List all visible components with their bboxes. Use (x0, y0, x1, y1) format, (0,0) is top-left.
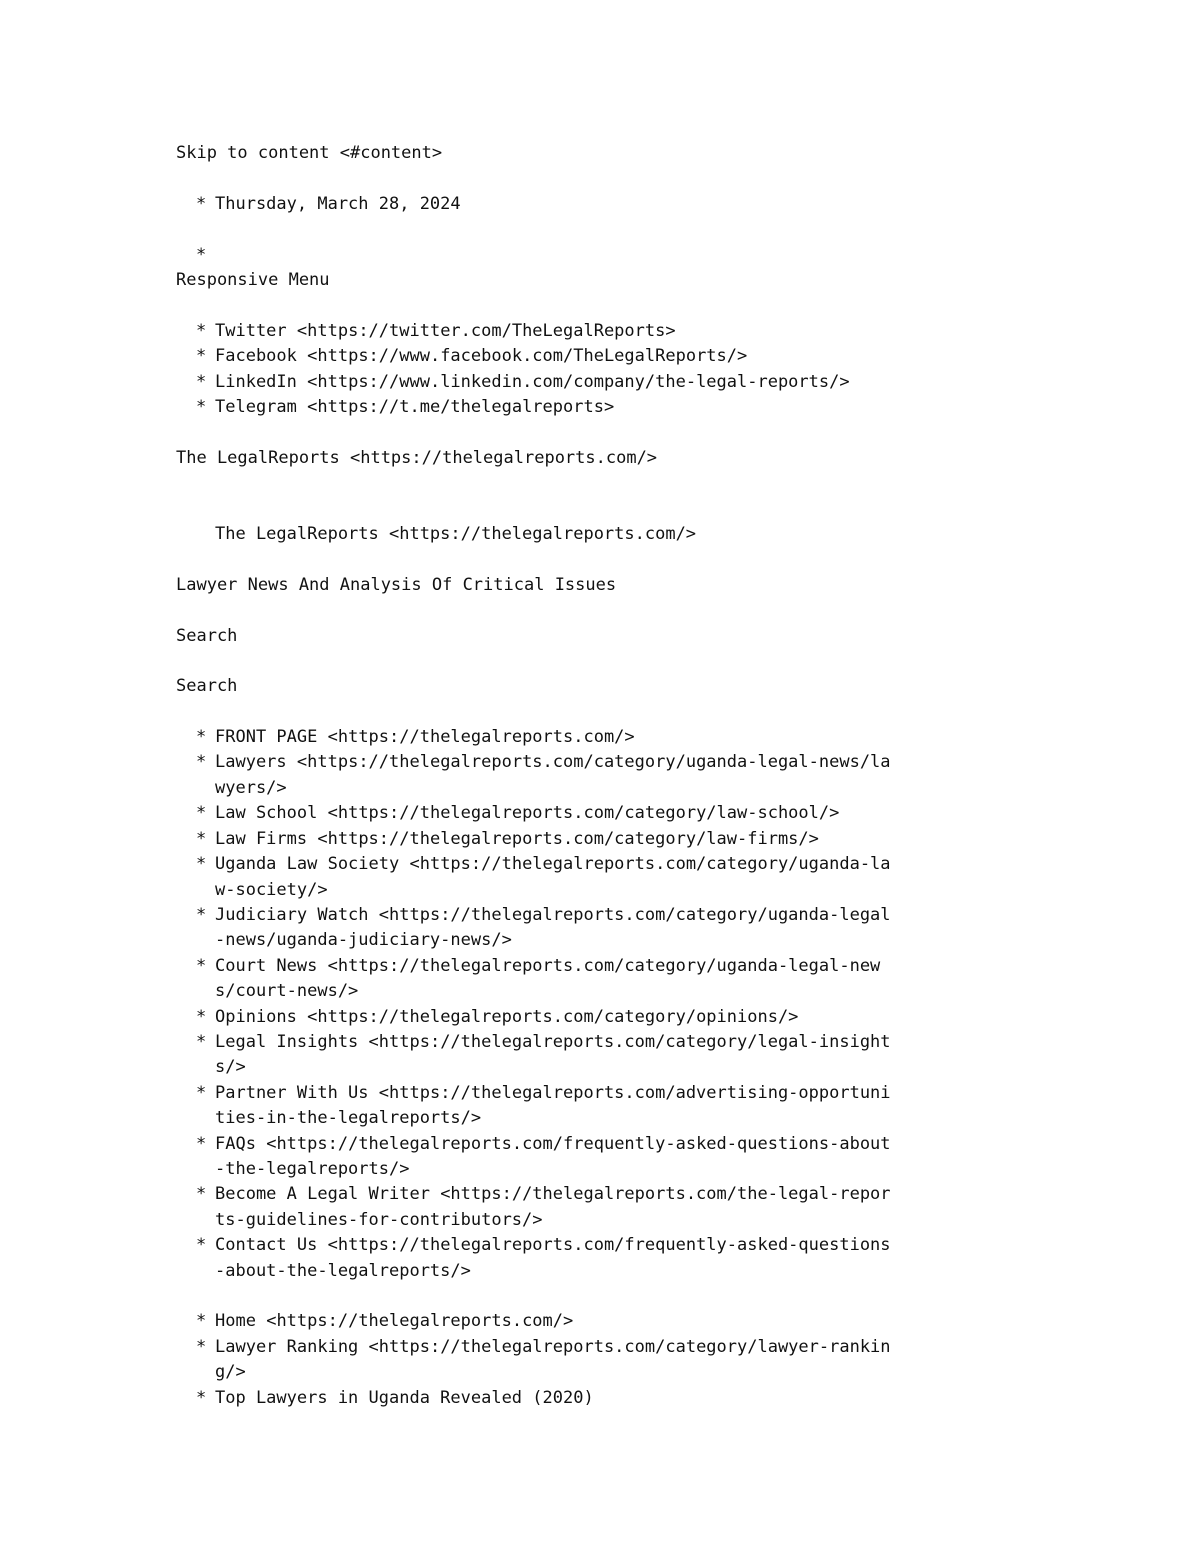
responsive-menu-toggle[interactable]: Responsive Menu (176, 269, 330, 290)
nav-item-faqs[interactable]: * FAQs <https://thelegalreports.com/frequently-asked-questions-about-the-legalreports/> (196, 1133, 891, 1179)
nav-item-court-news[interactable]: * Court News <https://thelegalreports.com/category/uganda-legal-news/court-news/> (196, 955, 881, 1002)
site-tagline: Lawyer News And Analysis Of Critical Issues (176, 574, 617, 595)
page-content (176, 141, 936, 1411)
nav-item-judiciary-watch[interactable]: * Judiciary Watch <https://thelegalreports.com/category/uganda-legal-news/uganda-judiciary-news/> (196, 904, 891, 951)
social-label: Telegram (215, 396, 297, 417)
breadcrumb-current-page: * Top Lawyers in Uganda Revealed (2020) (196, 1387, 594, 1408)
nav-item-law-school[interactable]: * Law School <https://thelegalreports.com/category/law-school/> (196, 803, 840, 824)
social-links-list (176, 319, 936, 421)
breadcrumb-home[interactable]: * Home <https://thelegalreports.com/> (196, 1311, 574, 1332)
social-link-linkedin[interactable]: * LinkedIn <https://www.linkedin.com/company/the-legal-reports/> (196, 371, 850, 392)
topbar-date (196, 192, 895, 217)
date-text: Thursday, March 28, 2024 (215, 193, 461, 214)
nav-item-law-firms[interactable]: * Law Firms <https://thelegalreports.com/category/law-firms/> (196, 828, 819, 849)
site-brand-link[interactable]: The LegalReports <https://thelegalreports.com/> (176, 447, 658, 468)
social-url: <https://www.facebook.com/TheLegalReports/> (307, 346, 748, 367)
bullet-marker: * (196, 193, 207, 214)
social-link-telegram[interactable]: * Telegram <https://t.me/thelegalreports> (196, 396, 615, 417)
skip-to-content-link[interactable]: Skip to content <#content> (176, 143, 443, 163)
social-url: <https://www.linkedin.com/company/the-legal-reports/> (307, 371, 850, 392)
social-url: <https://twitter.com/TheLegalReports> (296, 320, 676, 341)
main-nav-list (176, 725, 936, 1284)
social-label: LinkedIn (215, 371, 297, 392)
nav-item-lawyers[interactable]: * Lawyers <https://thelegalreports.com/category/uganda-legal-news/lawyers/> (196, 752, 891, 798)
nav-item-front-page[interactable]: * FRONT PAGE <https://thelegalreports.com/> (196, 727, 635, 748)
social-link-facebook[interactable]: * Facebook <https://www.facebook.com/TheLegalReports/> (196, 346, 748, 367)
social-url: <https://t.me/thelegalreports> (307, 396, 615, 417)
search-label[interactable]: Search (176, 625, 238, 646)
breadcrumb (176, 1309, 936, 1411)
breadcrumb-lawyer-ranking[interactable]: * Lawyer Ranking <https://thelegalreports.com/category/lawyer-ranking/> (196, 1336, 891, 1383)
social-label: Facebook (215, 346, 297, 367)
nav-item-become-a-legal-writer[interactable]: * Become A Legal Writer <https://thelegalreports.com/the-legal-reports-guidelines-for-contributors/> (196, 1184, 891, 1230)
social-link-twitter[interactable]: * Twitter <https://twitter.com/TheLegalReports> (196, 320, 676, 341)
search-button[interactable]: Search (176, 676, 238, 697)
nav-item-partner-with-us[interactable]: * Partner With Us <https://thelegalreports.com/advertising-opportunities-in-the-legalreports/> (196, 1082, 891, 1129)
topbar-list (176, 192, 936, 217)
nav-item-legal-insights[interactable]: * Legal Insights <https://thelegalreports.com/category/legal-insights/> (196, 1031, 891, 1078)
site-logo-link[interactable]: The LegalReports <https://thelegalreports.com/> (215, 523, 697, 544)
bullet-marker: * (196, 244, 207, 265)
nav-item-uganda-law-society[interactable]: * Uganda Law Society <https://thelegalreports.com/category/uganda-law-society/> (196, 854, 891, 900)
social-label: Twitter (215, 320, 287, 341)
nav-item-opinions[interactable]: * Opinions <https://thelegalreports.com/category/opinions/> (196, 1006, 799, 1027)
nav-item-contact-us[interactable]: * Contact Us <https://thelegalreports.com/frequently-asked-questions-about-the-legalreports/> (196, 1235, 891, 1281)
